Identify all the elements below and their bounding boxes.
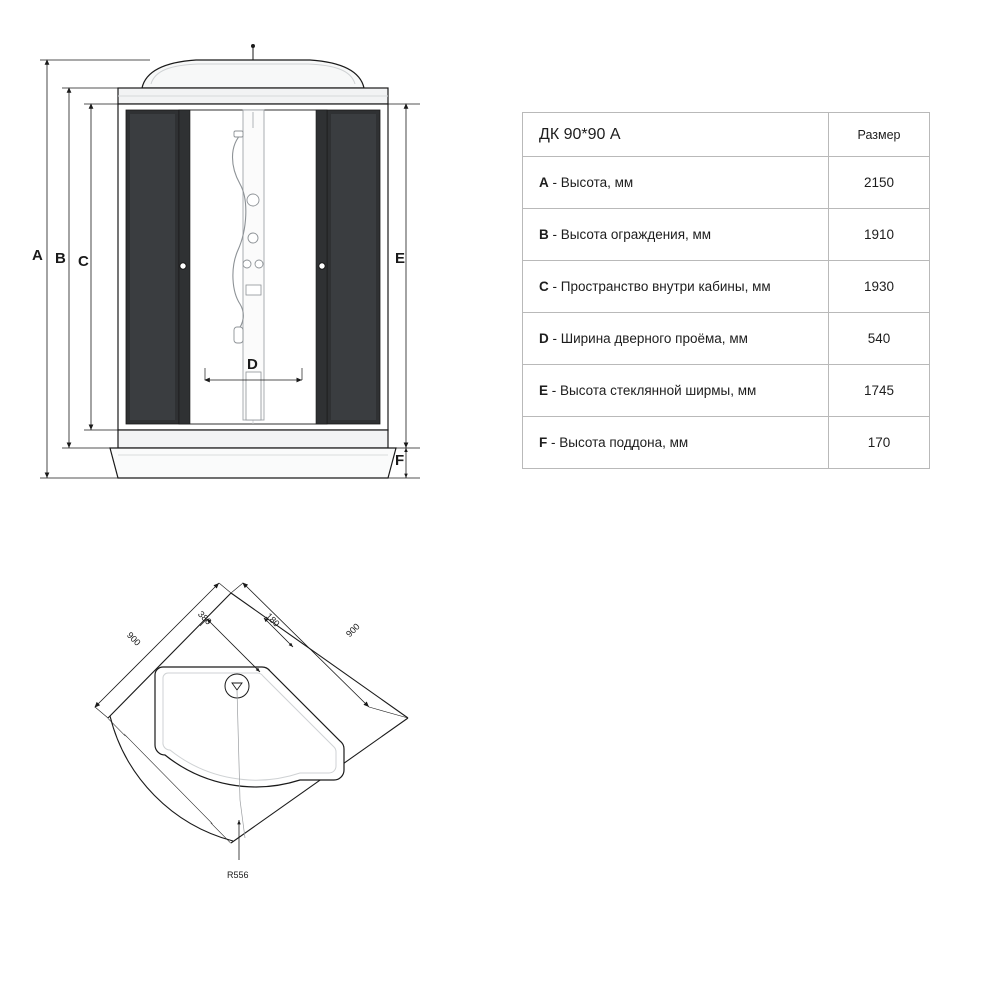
table-header-row xyxy=(523,113,930,157)
row-label-a xyxy=(523,157,829,209)
dimension-label-a: A xyxy=(32,247,43,264)
table-row xyxy=(523,261,930,313)
plan-dimension-380: 380 xyxy=(195,609,214,627)
front-view-cabin xyxy=(110,44,396,478)
dimension-label-b: B xyxy=(55,250,66,267)
row-key-c: C xyxy=(539,279,549,294)
row-value-f: 170 xyxy=(829,417,930,469)
row-value-c: 1930 xyxy=(829,261,930,313)
row-text-d: - Ширина дверного проёма, мм xyxy=(548,331,748,346)
row-text-a: - Высота, мм xyxy=(548,175,634,190)
table-row xyxy=(523,313,930,365)
plan-dimension-900-left: 900 xyxy=(124,630,143,648)
row-text-b: - Высота ограждения, мм xyxy=(548,227,712,242)
row-key-a: A xyxy=(539,175,549,190)
row-label-b xyxy=(523,209,829,261)
row-text-c: - Пространство внутри кабины, мм xyxy=(548,279,771,294)
dimension-label-c: C xyxy=(78,253,89,270)
plan-view-tray xyxy=(108,593,408,843)
row-key-f: F xyxy=(539,435,548,450)
row-value-a: 2150 xyxy=(829,157,930,209)
plan-dimension-900-right: 900 xyxy=(344,621,362,640)
row-value-b: 1910 xyxy=(829,209,930,261)
table-title-cell: ДК 90*90 А xyxy=(523,113,829,157)
dimension-label-f: F xyxy=(395,452,405,469)
row-label-f xyxy=(523,417,829,469)
row-label-d xyxy=(523,313,829,365)
table-row xyxy=(523,209,930,261)
plan-dimension-180: 180 xyxy=(263,611,282,629)
row-key-d: D xyxy=(539,331,549,346)
table-row xyxy=(523,365,930,417)
table-value-header-cell: Размер xyxy=(829,113,930,157)
table-row xyxy=(523,417,930,469)
table-row xyxy=(523,157,930,209)
row-key-b: B xyxy=(539,227,549,242)
row-label-c xyxy=(523,261,829,313)
row-text-e: - Высота стеклянной ширмы, мм xyxy=(548,383,757,398)
dimension-label-d: D xyxy=(247,356,258,373)
spec-table xyxy=(522,112,930,469)
row-value-e: 1745 xyxy=(829,365,930,417)
row-text-f: - Высота поддона, мм xyxy=(547,435,689,450)
row-value-d: 540 xyxy=(829,313,930,365)
row-label-e xyxy=(523,365,829,417)
plan-dimension-radius: R556 xyxy=(227,870,249,880)
row-key-e: E xyxy=(539,383,549,398)
dimension-label-e: E xyxy=(395,250,406,267)
